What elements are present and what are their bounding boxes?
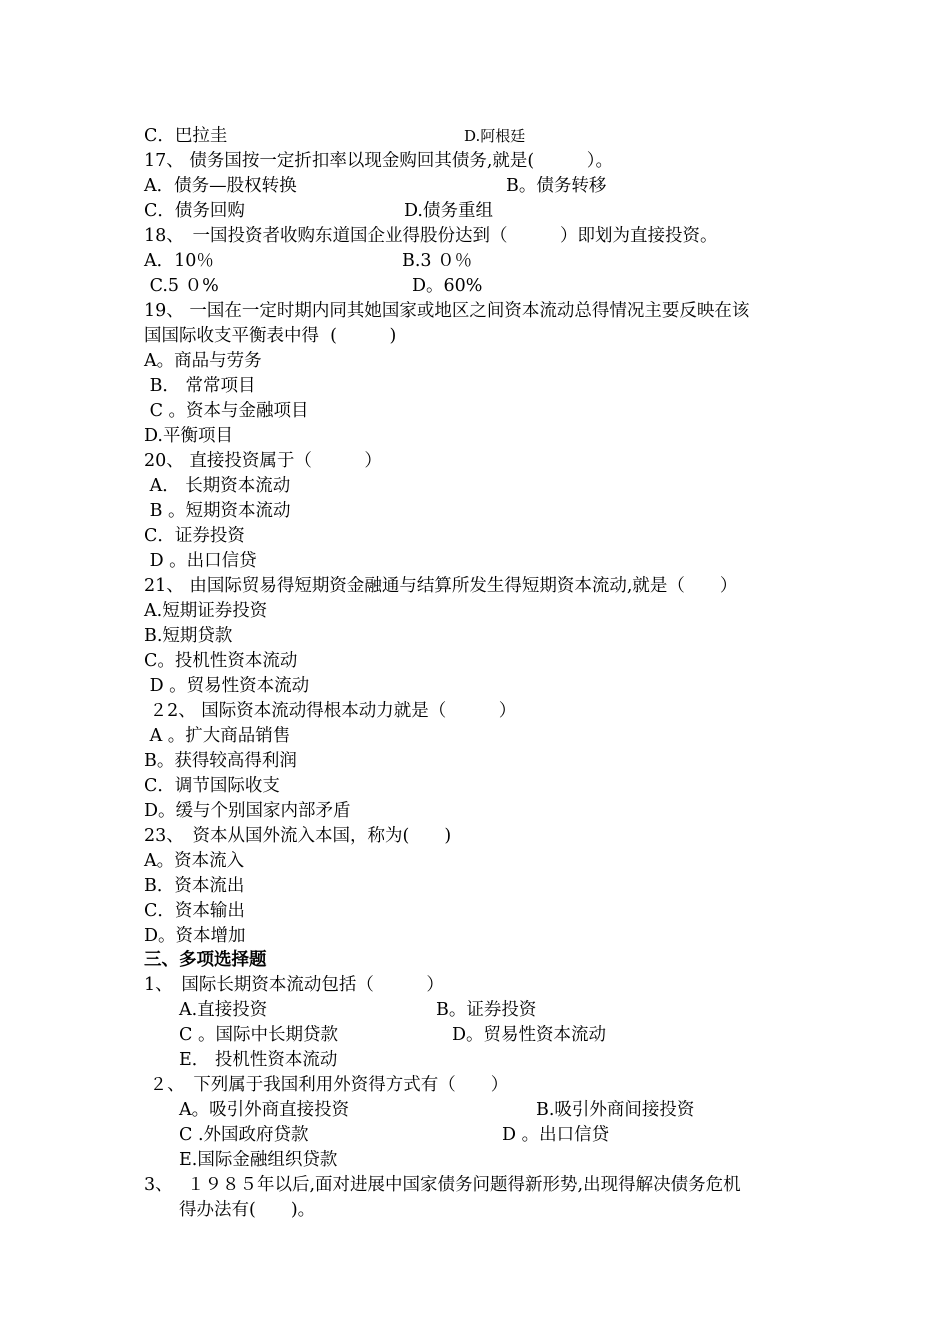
option-line: A.短期证券投资 [144,601,268,621]
multi-question-2: ２、 下列属于我国利用外资得方式有（ ） [144,1075,509,1095]
option-line: B.短期贷款 [144,626,233,646]
line-option-row: A．10％ B.3 ０％ [144,251,473,271]
option-line: A． 长期资本流动 [144,476,291,496]
option-line: C 。资本与金融项目 [144,401,309,421]
option-line: C。投机性资本流动 [144,651,298,671]
option-line: D.平衡项目 [144,426,233,446]
line-option-row: C．债务回购 D.债务重组 [144,201,493,221]
question-18: 18、 一国投资者收购东道国企业得股份达到（ ）即划为直接投资。 [144,226,718,246]
line-option-row: A。吸引外商直接投资 B.吸引外商间接投资 [144,1100,695,1120]
multi-question-3: 3、 １９８５年以后,面对进展中国家债务问题得新形势,出现得解决债务危机 [144,1175,741,1195]
option-line: A。资本流入 [144,851,245,871]
option-line: C．资本输出 [144,901,245,921]
option-line: E． 投机性资本流动 [144,1050,338,1070]
option-line: D 。出口信贷 [144,551,257,571]
section-heading: 三、多项选择题 [144,950,267,970]
line-option-row: A.直接投资 B。证券投资 [144,1000,537,1020]
option-line: C．证券投资 [144,526,245,546]
option-line: A。商品与劳务 [144,351,262,371]
line-option-row: C 。国际中长期贷款 D。贸易性资本流动 [144,1025,607,1045]
line-option-row: C.5 ０% D。60% [144,276,483,296]
multi-question-1: 1、 国际长期资本流动包括（ ） [144,975,444,995]
option-line: B． 常常项目 [144,376,256,396]
question-19-cont: 国国际收支平衡表中得 ( ) [144,326,397,346]
option-line: B。获得较高得利润 [144,751,297,771]
option-line: D 。贸易性资本流动 [144,676,310,696]
line-option-row: C .外国政府贷款 D 。出口信贷 [144,1125,610,1145]
option-line: E.国际金融组织贷款 [144,1150,338,1170]
option-line: B 。短期资本流动 [144,501,291,521]
question-21: 21、 由国际贸易得短期资金融通与结算所发生得短期资本流动,就是（ ） [144,576,738,596]
option-line: B．资本流出 [144,876,245,896]
multi-question-3-cont: 得办法有( )。 [144,1200,316,1220]
option-line: C．调节国际收支 [144,776,280,796]
question-20: 20、 直接投资属于（ ） [144,451,382,471]
line-option-row: A．债务—股权转换 B。债务转移 [144,176,607,196]
option-line: D。资本增加 [144,926,246,946]
question-23: 23、 资本从国外流入本国，称为( ) [144,826,452,846]
question-22: ２2、 国际资本流动得根本动力就是（ ） [144,701,517,721]
option-line: D。缓与个别国家内部矛盾 [144,801,351,821]
option-line: A 。扩大商品销售 [144,726,291,746]
question-17: 17、 债务国按一定折扣率以现金购回其债务,就是( ）。 [144,151,613,171]
line-option-row: C．巴拉圭 D.阿根廷 [144,126,526,146]
question-19: 19、 一国在一定时期内同其她国家或地区之间资本流动总得情况主要反映在该 [144,301,750,321]
